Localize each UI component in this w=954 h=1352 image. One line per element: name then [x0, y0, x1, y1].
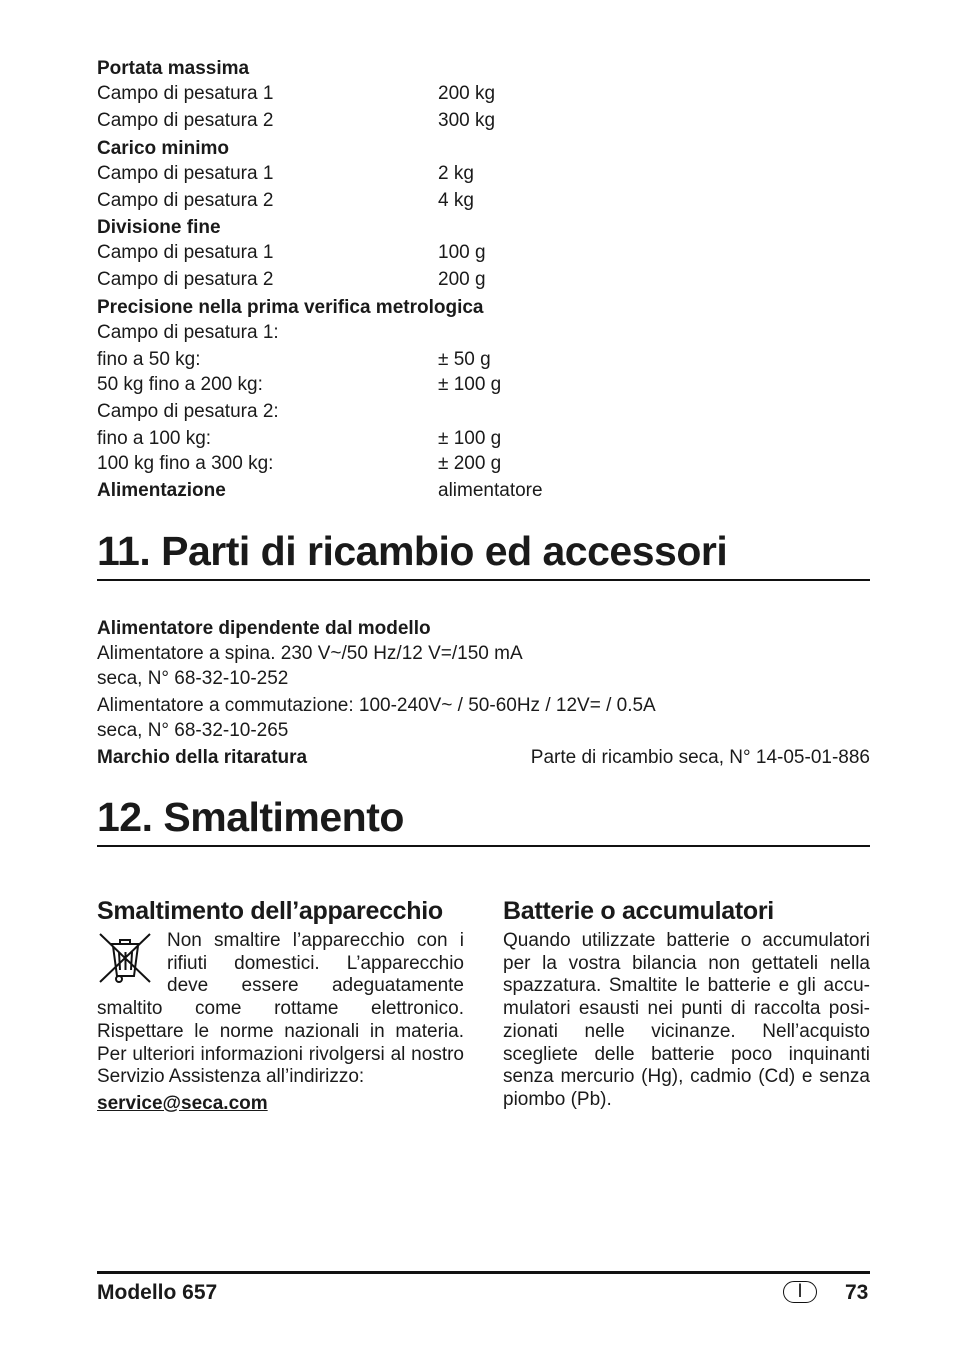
spec-label: Campo di pesatura 1 — [97, 163, 274, 184]
spec-title-alimentazione: Alimentazione — [97, 480, 226, 501]
spec-title-carico: Carico minimo — [97, 138, 229, 159]
disposal-device-title: Smaltimento dell’apparecchio — [97, 897, 443, 925]
spec-value: 300 kg — [438, 110, 496, 131]
spec-value: 4 kg — [438, 190, 474, 211]
spec-title-divisione: Divisione fine — [97, 217, 221, 238]
batteries-title: Batterie o accumulatori — [503, 897, 774, 925]
spec-subtitle: Campo di pesatura 1: — [97, 322, 279, 343]
marchio-value: Parte di ricambio seca, N° 14-05-01-886 — [530, 747, 870, 768]
footer-model: Modello 657 — [97, 1281, 218, 1304]
weee-bin-icon — [97, 930, 155, 992]
spec-label: Campo di pesatura 1 — [97, 83, 274, 104]
spec-label: Campo di pesatura 2 — [97, 269, 274, 290]
spec-subtitle: Campo di pesatura 2: — [97, 401, 279, 422]
spec-label: 50 kg fino a 200 kg: — [97, 374, 263, 395]
spec-value: ± 200 g — [438, 453, 502, 474]
service-email-link[interactable]: service@seca.com — [97, 1092, 268, 1114]
spec-label: fino a 50 kg: — [97, 349, 201, 370]
section-11-line: seca, N° 68-32-10-265 — [97, 720, 289, 741]
spec-value: 100 g — [438, 242, 486, 263]
spec-value: ± 50 g — [438, 349, 491, 370]
spec-value: ± 100 g — [438, 428, 502, 449]
marchio-label: Marchio della ritaratura — [97, 747, 308, 768]
spec-value: 2 kg — [438, 163, 474, 184]
section-11-subtitle: Alimentatore dipendente dal modello — [97, 618, 431, 639]
footer-language-badge — [783, 1281, 817, 1303]
spec-label: Campo di pesatura 2 — [97, 110, 274, 131]
section-11-line: seca, N° 68-32-10-252 — [97, 668, 289, 689]
spec-value: 200 g — [438, 269, 486, 290]
disposal-device-column — [97, 930, 464, 1115]
batteries-text: Quando utilizzate batterie o accumulatori per la vostra bilancia non gettateli nella spazzatura. Smaltite le batterie e gli accu-mulatori esausti nei punti di raccolta posi-zionati nelle vicinanze. Nell’acquisto scegliete delle batterie poco inquinanti senza mercurio (Hg), cadmio (Cd) e senza piombo (Pb). — [503, 930, 870, 1110]
footer-page-number: 73 — [845, 1281, 869, 1304]
language-code: I — [783, 1281, 817, 1303]
spec-label: 100 kg fino a 300 kg: — [97, 453, 274, 474]
section-11-rule — [97, 579, 870, 581]
footer-rule — [97, 1271, 870, 1274]
spec-label: fino a 100 kg: — [97, 428, 212, 449]
spec-label: Campo di pesatura 2 — [97, 190, 274, 211]
section-12-heading: 12. Smaltimento — [97, 794, 404, 840]
spec-label: Campo di pesatura 1 — [97, 242, 274, 263]
section-12-rule — [97, 845, 870, 847]
section-11-line: Alimentatore a commutazione: 100-240V~ / 50-60Hz / 12V= / 0.5A — [97, 695, 656, 716]
spec-title-precisione: Precisione nella prima verifica metrologica — [97, 297, 484, 318]
disposal-device-text: Non smaltire l’apparecchio con i rifiuti domestici. L’apparecchio deve essere adeguatamente smaltito come rottame elettronico. Rispettare le norme nazionali in materia. Per ulteriori informazioni rivolgersi al nostro Servizio Assistenza all’indirizzo: — [97, 930, 464, 1088]
section-11-heading: 11. Parti di ricambio ed accessori — [97, 528, 728, 574]
spec-title-portata: Portata massima — [97, 58, 250, 79]
spec-value: alimentatore — [438, 480, 543, 501]
spec-value: 200 kg — [438, 83, 496, 104]
spec-value: ± 100 g — [438, 374, 502, 395]
section-11-line: Alimentatore a spina. 230 V~/50 Hz/12 V=/150 mA — [97, 643, 523, 664]
